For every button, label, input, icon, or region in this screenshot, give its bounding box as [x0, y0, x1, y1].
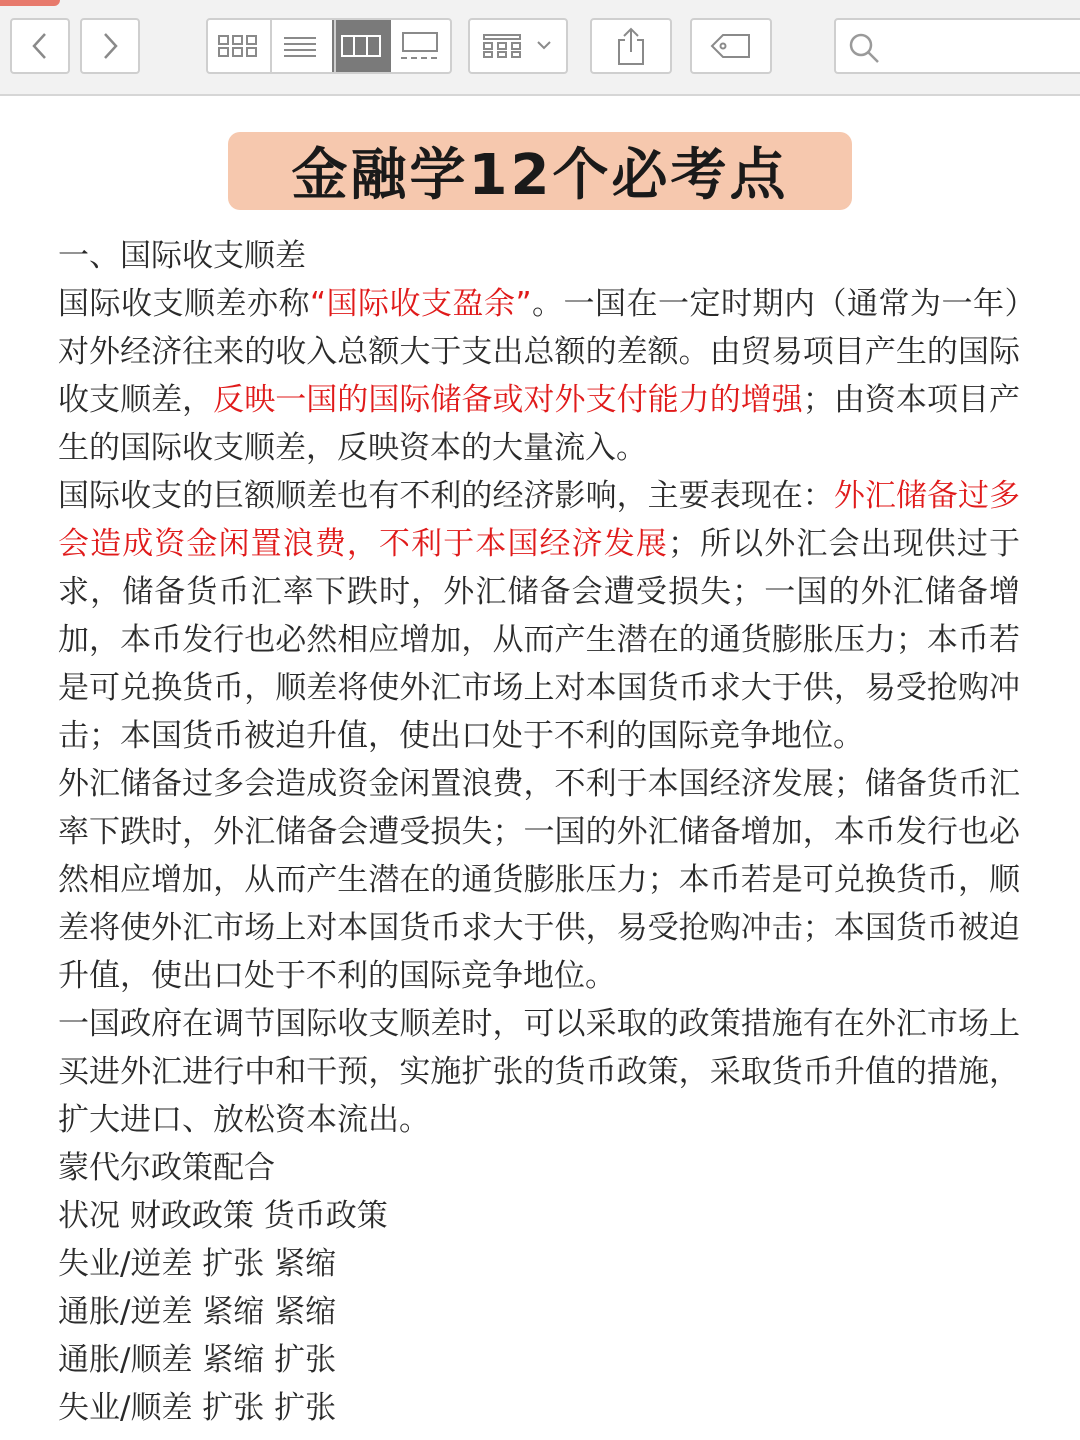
tag-button[interactable]: [690, 18, 772, 74]
text-span: 国际收支顺差亦称: [58, 286, 310, 322]
page-title: 金融学12个必考点: [228, 132, 852, 210]
table-row: 失业/逆差 扩张 紧缩: [58, 1246, 337, 1282]
gallery-view-icon: [399, 31, 441, 61]
list-view-button[interactable]: [269, 20, 332, 72]
paragraph-3: 外汇储备过多会造成资金闲置浪费，不利于本国经济发展；储备货币汇率下跌时，外汇储备会遭受损失；一国的外汇储备增加，本币发行也必然相应增加，从而产生潜在的通货膨胀压力；本币若是可兑换货币，顺差将使外汇市场上对本国货币求大于供，易受抢购冲击；本国货币被迫升值，使出口处于不利的国际竞争地位。: [58, 766, 1020, 994]
share-icon: [615, 26, 647, 66]
search-input[interactable]: [834, 18, 1080, 74]
paragraph-4: 一国政府在调节国际收支顺差时，可以采取的政策措施有在外汇市场上买进外汇进行中和干预，实施扩张的货币政策，采取货币升值的措施，扩大进口、放松资本流出。: [58, 1006, 1020, 1138]
highlight-text: “国际收支盈余”: [309, 286, 532, 322]
grid-view-icon: [217, 33, 259, 59]
text-span: 。一国在一定时期内（通常为一年）对外经济往来的收入总额大于支出总额的差额。由贸易项目产生的国际收支顺差，: [58, 286, 1020, 418]
table-row: 状况 财政政策 货币政策: [58, 1198, 388, 1234]
mundell-title: 蒙代尔政策配合: [58, 1150, 275, 1186]
group-by-icon: [482, 33, 554, 59]
article-body: [58, 232, 1020, 1432]
search-icon: [848, 32, 882, 66]
text-span: 国际收支的巨额顺差也有不利的经济影响，主要表现在：: [58, 478, 834, 514]
group-by-button[interactable]: [468, 18, 568, 74]
text-span: ；由资本项目产生的国际收支顺差，反映资本的大量流入。: [58, 382, 1021, 466]
view-switcher: [206, 18, 452, 74]
chevron-left-icon: [29, 31, 51, 61]
toolbar: [0, 0, 1080, 96]
chevron-right-icon: [99, 31, 121, 61]
list-view-icon: [282, 33, 318, 59]
column-view-button[interactable]: [332, 20, 391, 72]
paragraph-2: [58, 472, 1020, 760]
window-accent: [0, 0, 60, 6]
table-row: 通胀/顺差 紧缩 扩张: [58, 1342, 337, 1378]
section-heading: 一、国际收支顺差: [58, 238, 306, 274]
share-button[interactable]: [590, 18, 672, 74]
table-row: 通胀/逆差 紧缩 紧缩: [58, 1294, 337, 1330]
back-button[interactable]: [10, 18, 70, 74]
highlight-text: 反映一国的国际储备或对外支付能力的增强: [213, 382, 803, 418]
gallery-view-button[interactable]: [391, 20, 450, 72]
table-row: 失业/顺差 扩张 扩张: [58, 1390, 337, 1426]
forward-button[interactable]: [80, 18, 140, 74]
tag-icon: [709, 32, 753, 60]
grid-view-button[interactable]: [208, 20, 269, 72]
highlight-text: 外汇储备过多会造成资金闲置浪费，不利于本国经济发展: [58, 478, 1021, 562]
paragraph-1: [58, 280, 1020, 472]
text-span: ；所以外汇会出现供过于求，储备货币汇率下跌时，外汇储备会遭受损失；一国的外汇储备增加，本币发行也必然相应增加，从而产生潜在的通货膨胀压力；本币若是可兑换货币，顺差将使外汇市场上对本国货币求大于供，易受抢购冲击；本国货币被迫升值，使出口处于不利的国际竞争地位。: [58, 526, 1021, 754]
column-view-icon: [340, 33, 382, 59]
